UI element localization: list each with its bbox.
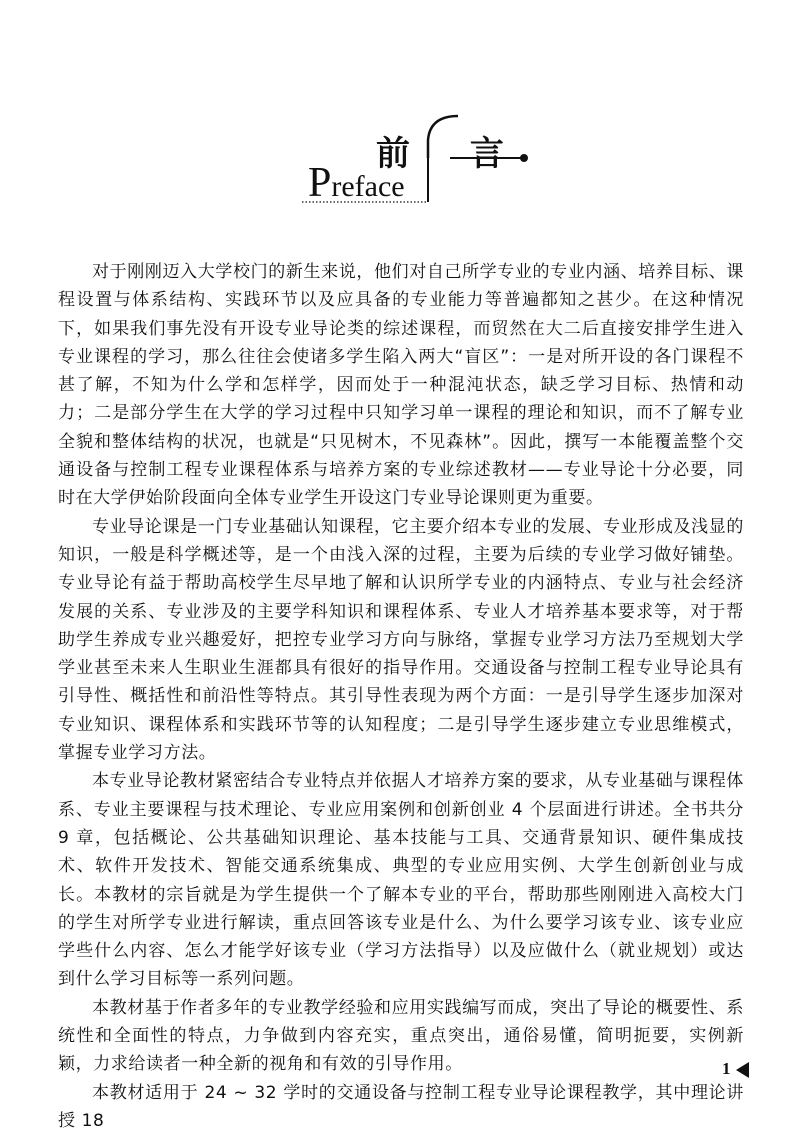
left-triangle-icon — [736, 1062, 749, 1078]
page-title: 前 言 — [376, 134, 528, 174]
page-subtitle — [308, 162, 405, 204]
paragraph-1: 对于刚刚迈入大学校门的新生来说，他们对自己所学专业的专业内涵、培养目标、课程设置与体系结构、实践环节以及应具备的专业能力等普遍都知之甚少。在这种情况下，如果我们事先没有开设专业导论类的综述课程，而贸然在大二后直接安排学生进入专业课程的学习，那么往往会使诸多学生陷入两大“盲区”：一是对所开设的各门课程不甚了解，不知为什么学和怎样学，因而处于一种混沌状态，缺乏学习目标、热情和动力；二是部分学生在大学的学习过程中只知学习单一课程的理论和知识，而不了解专业全貌和整体结构的状况，也就是“只见树木，不见森林”。因此，撰写一本能覆盖整个交通设备与控制工程专业课程体系与培养方案的专业综述教材——专业导论十分必要，同时在大学伊始阶段面向全体专业学生开设这门专业导论课则更为重要。 — [58, 262, 744, 509]
paragraph-3: 本专业导论教材紧密结合专业特点并依据人才培养方案的要求，从专业基础与课程体系、专业主要课程与技术理论、专业应用案例和创新创业 4 个层面进行讲述。全书共分 9 章，包括概论、公共基础知识理论、基本技能与工具、交通背景知识、硬件集成技术、软件开发技术、智能交通系统集成、典型的专业应用实例、大学生创新创业与成长。本教材的宗旨就是为学生提供一个了解本专业的平台，帮助那些刚刚进入高校大门的学生对所学专业进行解读，重点回答该专业是什么、为什么要学习该专业、该专业应学些什么内容、怎么才能学好该专业（学习方法指导）以及应做什么（就业规划）或达到什么学习目标等一系列问题。 — [58, 771, 744, 990]
page-number: 1 — [722, 1059, 731, 1078]
subtitle-rest: reface — [331, 170, 405, 203]
subtitle-initial: P — [308, 160, 332, 206]
paragraph-4: 本教材基于作者多年的专业教学经验和应用实践编写而成，突出了导论的概要性、系统性和全面性的特点，力争做到内容充实，重点突出，通俗易懂，简明扼要，实例新颖，力求给读者一种全新的视角和有效的引导作用。 — [58, 997, 744, 1075]
preface-body — [58, 258, 744, 1135]
paragraph-2: 专业导论课是一门专业基础认知课程，它主要介绍本专业的发展、专业形成及浅显的知识，一般是科学概述等，是一个由浅入深的过程，主要为后续的专业学习做好铺垫。专业导论有益于帮助高校学生尽早地了解和认识所学专业的内涵特点、专业与社会经济发展的关系、专业涉及的主要学科知识和课程体系、专业人才培养基本要求等，对于帮助学生养成专业兴趣爱好，把控专业学习方向与脉络，掌握专业学习方法乃至规划大学学业甚至未来人生职业生涯都具有很好的指导作用。交通设备与控制工程专业导论具有引导性、概括性和前沿性等特点。其引导性表现为两个方面：一是引导学生逐步加深对专业知识、课程体系和实践环节等的认知程度；二是引导学生逐步建立专业思维模式，掌握专业学习方法。 — [58, 516, 744, 764]
preface-heading — [300, 110, 540, 210]
paragraph-5: 本教材适用于 24 ~ 32 学时的交通设备与控制工程专业导论课程教学，其中理论讲授 18 — [58, 1082, 744, 1131]
